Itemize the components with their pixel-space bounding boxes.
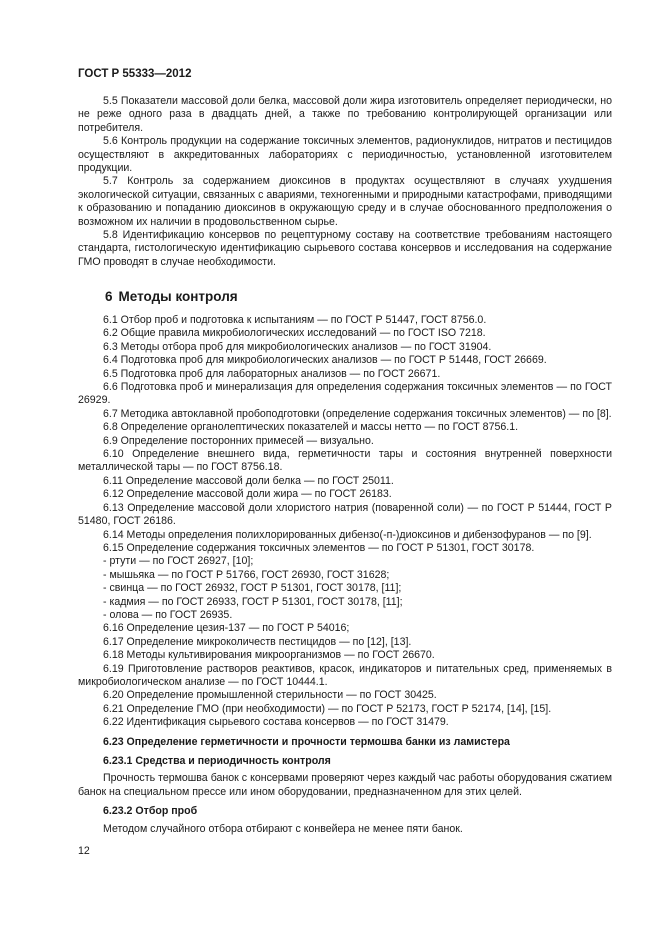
item-6-17: 6.17 Определение микроколичеств пестицидов — по [12], [13]. [103, 635, 412, 648]
paragraph-5-7: 5.7 Контроль за содержанием диоксинов в продуктах осуществляют в случаях ухудшения экологической ситуации, связанных с авариями, техногенными и природными катастрофами, приводящими к образованию и попаданию диоксинов в окружающую среду и в случае обоснованного предположения о возможном их наличии в продовольственном сырье. [78, 175, 612, 228]
paragraph-6-23-1: Прочность термошва банок с консервами проверяют через каждый час работы оборудования сжатием банок на специальном прессе или ином оборудовании, предназначенном для этих целей. [78, 772, 612, 798]
item-6-15: 6.15 Определение содержания токсичных элементов — по ГОСТ Р 51301, ГОСТ 30178. [103, 541, 535, 554]
paragraph-5-6: 5.6 Контроль продукции на содержание токсичных элементов, радионуклидов, нитратов и пестицидов осуществляют в аккредитованных лабораториях с периодичностью, установленной изготовителем продукции. [78, 135, 612, 175]
section-6-block [78, 314, 612, 836]
paragraph-5-8: 5.8 Идентификацию консервов по рецептурному составу на соответствие требованиям настоящего стандарта, гистологическую идентификацию сырьевого состава консервов и исследования на содержание ГМО проводят в случае необходимости. [78, 229, 612, 268]
section-6-heading [105, 290, 244, 303]
item-6-15-cadmium: - кадмия — по ГОСТ 26933, ГОСТ Р 51301, ГОСТ 30178, [11]; [103, 595, 403, 608]
heading-6-23-1: 6.23.1 Средства и периодичность контроля [103, 755, 331, 767]
item-6-15-lead: - свинца — по ГОСТ 26932, ГОСТ Р 51301, ГОСТ 30178, [11]; [103, 582, 402, 595]
item-6-10: 6.10 Определение внешнего вида, герметичности тары и состояния внутренней поверхности металлической тары — по ГОСТ 8756.18. [78, 448, 612, 474]
item-6-19: 6.19 Приготовление растворов реактивов, красок, индикаторов и питательных сред, применяемых в микробиологическом анализе — по ГОСТ 10444.1. [78, 662, 612, 688]
item-6-12: 6.12 Определение массовой доли жира — по ГОСТ 26183. [103, 488, 392, 501]
paragraph-5-5: 5.5 Показатели массовой доли белка, массовой доли жира изготовитель определяет периодически, но не реже одного раза в двадцать дней, а также по требованию контролирующей организации или потребителя. [78, 95, 612, 134]
item-6-3: 6.3 Методы отбора проб для микробиологических анализов — по ГОСТ 31904. [103, 340, 492, 353]
section-5-block [78, 95, 612, 269]
item-6-6: 6.6 Подготовка проб и минерализация для определения содержания токсичных элементов — по ГОСТ 26929. [78, 381, 612, 407]
section-6-number: 6 [105, 289, 113, 304]
item-6-15-tin: - олова — по ГОСТ 26935. [103, 608, 233, 621]
item-6-22: 6.22 Идентификация сырьевого состава консервов — по ГОСТ 31479. [103, 716, 449, 729]
item-6-13: 6.13 Определение массовой доли хлористого натрия (поваренной соли) — по ГОСТ Р 51444, ГОСТ Р 51480, ГОСТ 26186. [78, 501, 612, 528]
item-6-11: 6.11 Определение массовой доли белка — по ГОСТ 25011. [103, 474, 394, 487]
section-6-title: Методы контроля [118, 289, 238, 304]
item-6-4: 6.4 Подготовка проб для микробиологических анализов — по ГОСТ Р 51448, ГОСТ 26669. [103, 354, 547, 367]
heading-6-23: 6.23 Определение герметичности и прочности термошва банки из ламистера [103, 735, 510, 748]
item-6-20: 6.20 Определение промышленной стерильности — по ГОСТ 30425. [103, 689, 437, 702]
paragraph-6-23-2: Методом случайного отбора отбирают с конвейера не менее пяти банок. [103, 822, 463, 835]
item-6-9: 6.9 Определение посторонних примесей — визуально. [103, 434, 374, 447]
item-6-16: 6.16 Определение цезия-137 — по ГОСТ Р 54016; [103, 622, 350, 635]
page-number: 12 [78, 845, 90, 857]
item-6-2: 6.2 Общие правила микробиологических исследований — по ГОСТ ISO 7218. [103, 327, 486, 340]
item-6-15-mercury: - ртути — по ГОСТ 26927, [10]; [103, 555, 254, 568]
item-6-5: 6.5 Подготовка проб для лабораторных анализов — по ГОСТ 26671. [103, 367, 441, 380]
item-6-15-arsenic: - мышьяка — по ГОСТ Р 51766, ГОСТ 26930, ГОСТ 31628; [103, 568, 390, 581]
item-6-14: 6.14 Методы определения полихлорированных дибензо(-п-)диоксинов и дибензофуранов — по [9]. [103, 528, 592, 541]
document-header: ГОСТ Р 55333—2012 [78, 68, 192, 80]
item-6-1: 6.1 Отбор проб и подготовка к испытаниям — по ГОСТ Р 51447, ГОСТ 8756.0. [103, 314, 487, 326]
item-6-18: 6.18 Методы культивирования микроорганизмов — по ГОСТ 26670. [103, 649, 435, 662]
item-6-8: 6.8 Определение органолептических показателей и массы нетто — по ГОСТ 8756.1. [103, 421, 519, 434]
heading-6-23-2: 6.23.2 Отбор проб [103, 805, 198, 818]
item-6-21: 6.21 Определение ГМО (при необходимости) — по ГОСТ Р 52173, ГОСТ Р 52174, [14], [15]. [103, 702, 552, 715]
item-6-7: 6.7 Методика автоклавной пробоподготовки (определение содержания токсичных элементов) — по [8]. [103, 407, 612, 420]
